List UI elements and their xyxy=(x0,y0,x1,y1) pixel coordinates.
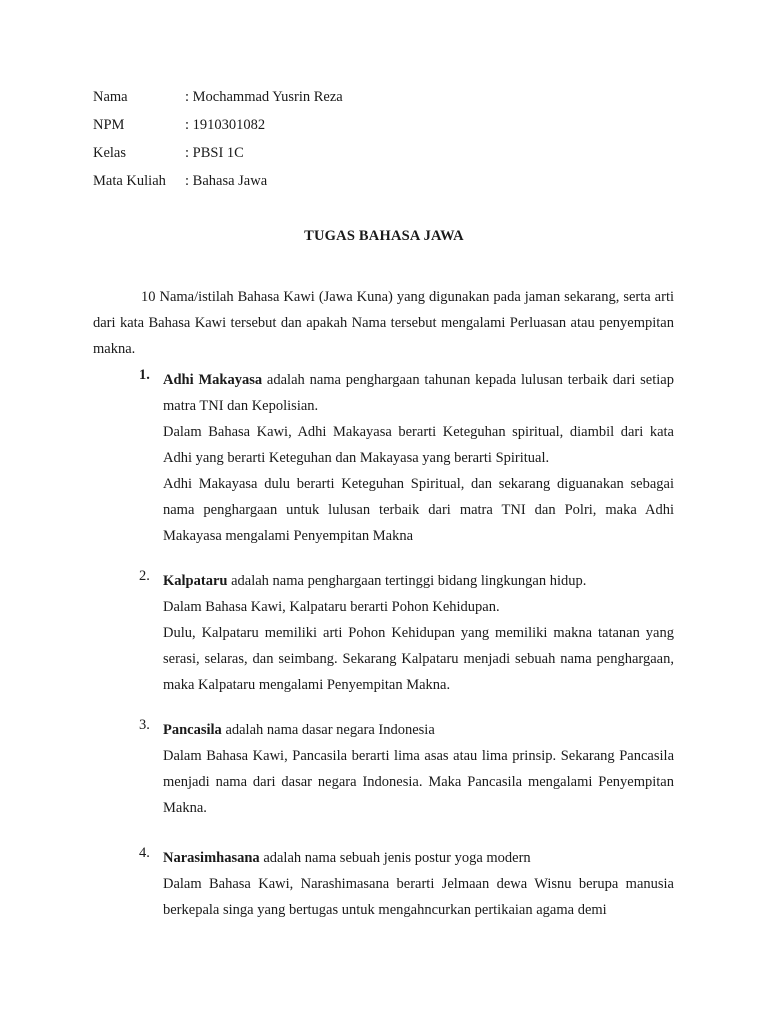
item-number: 2. xyxy=(139,568,150,584)
item-paragraph: Dalam Bahasa Kawi, Kalpataru berarti Pohon Kehidupan. xyxy=(163,599,500,615)
list-item-1 xyxy=(139,367,674,549)
info-row-course xyxy=(93,171,343,199)
intro-paragraph xyxy=(93,284,674,362)
item-term: Adhi Makayasa xyxy=(163,372,263,388)
item-number: 3. xyxy=(139,717,150,733)
item-paragraph: Dulu, Kalpataru memiliki arti Pohon Kehidupan yang memiliki makna tatanan yang serasi, selaras, dan seimbang. Sekarang Kalpataru menjadi sebuah nama penghargaan, maka Kalpataru mengalami Penyempitan Makna. xyxy=(163,625,674,693)
item-paragraph: Dalam Bahasa Kawi, Narashimasana berarti Jelmaan dewa Wisnu berupa manusia berkepala singa yang bertugas untuk mengahncurkan pertikaian agama demi xyxy=(163,876,674,918)
info-label: Nama xyxy=(93,89,128,105)
info-row-npm xyxy=(93,115,343,143)
info-value: : Bahasa Jawa xyxy=(185,173,268,189)
item-paragraph: Dalam Bahasa Kawi, Adhi Makayasa berarti Keteguhan spiritual, diambil dari kata Adhi yang berarti Keteguhan dan Makayasa yang berarti Spiritual. xyxy=(163,424,674,466)
info-label: Kelas xyxy=(93,145,127,161)
item-paragraph: Dalam Bahasa Kawi, Pancasila berarti lima asas atau lima prinsip. Sekarang Pancasila menjadi nama dari dasar negara Indonesia. Maka Pancasila mengalami Penyempitan Makna. xyxy=(163,748,674,816)
item-definition: adalah nama penghargaan tertinggi bidang lingkungan hidup. xyxy=(227,573,587,589)
info-label: NPM xyxy=(93,117,125,133)
item-number: 4. xyxy=(139,845,150,861)
document-title: TUGAS BAHASA JAWA xyxy=(304,228,464,244)
list-item-3 xyxy=(139,717,674,821)
item-paragraph: Adhi Makayasa dulu berarti Keteguhan Spiritual, dan sekarang diguanakan sebagai nama penghargaan untuk lulusan terbaik dari matra TNI dan Polri, maka Adhi Makayasa mengalami Penyempitan Makna xyxy=(163,476,674,544)
item-definition: adalah nama dasar negara Indonesia xyxy=(221,722,435,738)
student-info xyxy=(93,87,343,199)
item-number: 1. xyxy=(139,367,150,383)
list-item-4 xyxy=(139,845,674,923)
item-term: Kalpataru xyxy=(163,573,228,589)
item-term: Narasimhasana xyxy=(163,850,260,866)
item-definition: adalah nama penghargaan tahunan kepada lulusan terbaik dari setiap matra TNI dan Kepolisian. xyxy=(163,372,674,414)
intro-text: 10 Nama/istilah Bahasa Kawi (Jawa Kuna) yang digunakan pada jaman sekarang, serta arti dari kata Bahasa Kawi tersebut dan apakah Nama tersebut mengalami Perluasan atau penyempitan makna. xyxy=(93,289,674,357)
info-row-class xyxy=(93,143,343,171)
info-row-name xyxy=(93,87,343,115)
list-item-2 xyxy=(139,568,674,698)
item-definition: adalah nama sebuah jenis postur yoga modern xyxy=(259,850,531,866)
info-label: Mata Kuliah xyxy=(93,173,166,189)
item-term: Pancasila xyxy=(163,722,222,738)
info-value: : PBSI 1C xyxy=(185,145,244,161)
info-value: : 1910301082 xyxy=(185,117,266,133)
info-value: : Mochammad Yusrin Reza xyxy=(185,89,343,105)
